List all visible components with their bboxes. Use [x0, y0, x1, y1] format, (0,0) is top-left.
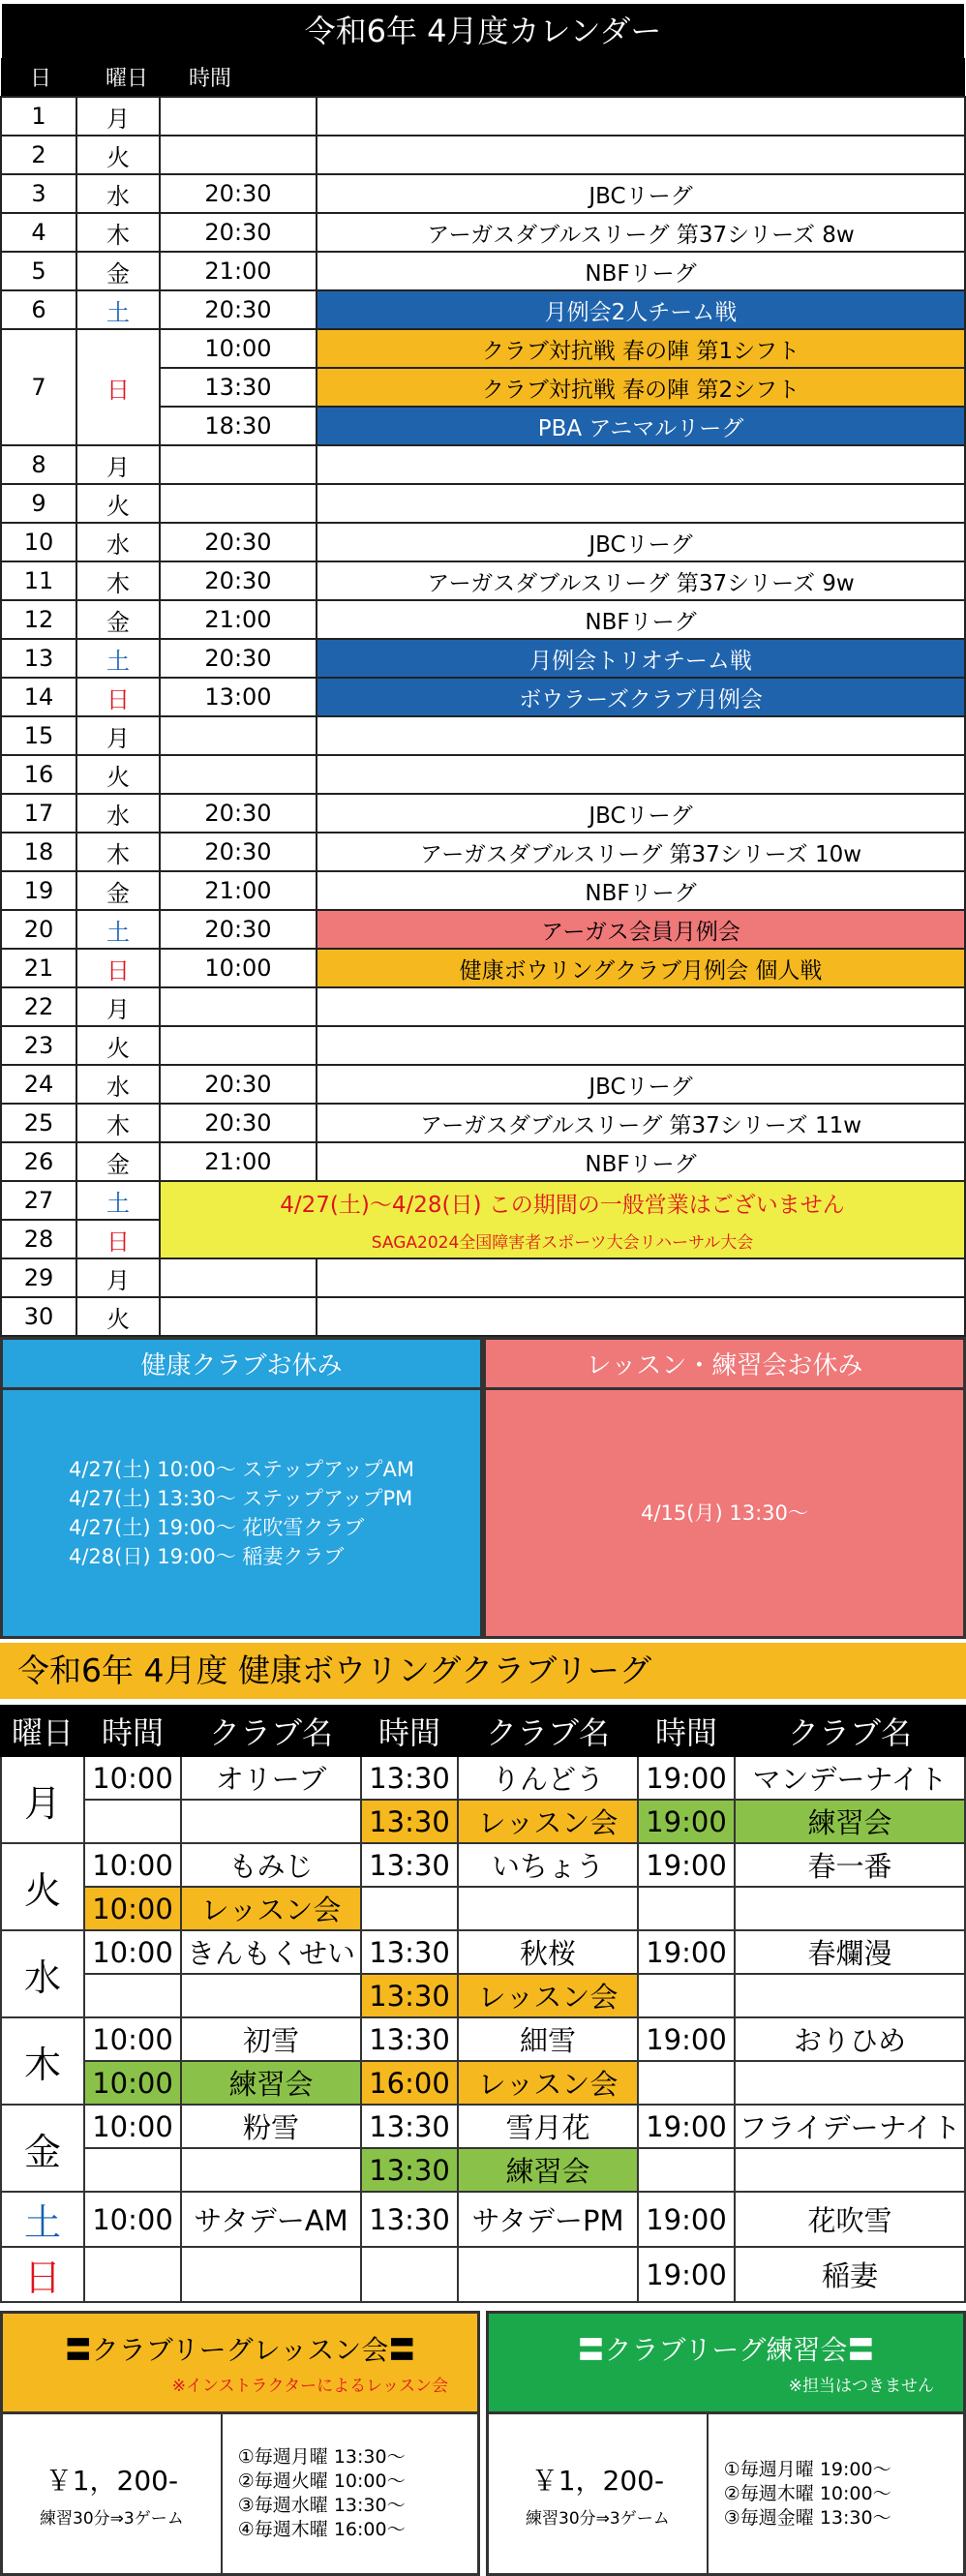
- club-name: [735, 1887, 965, 1930]
- event-name: クラブ対抗戦 春の陣 第1シフト: [317, 329, 965, 368]
- closure-line: 4/27(土)～4/28(日) この期間の一般営業はございません: [280, 1193, 845, 1218]
- club-name: [735, 2148, 965, 2192]
- club-name: [458, 1887, 638, 1930]
- weekday: 火: [76, 484, 160, 523]
- event-time: 21:00: [160, 871, 317, 910]
- event-time: 20:30: [160, 833, 317, 871]
- practice-price-title: 〓クラブリーグ練習会〓: [577, 2334, 875, 2366]
- event-name: アーガスダブルスリーグ 第37シリーズ 11w: [317, 1104, 965, 1142]
- calendar-row: [1, 213, 965, 252]
- weekday: 日: [76, 678, 160, 716]
- event-name: [317, 987, 965, 1026]
- event-time: [160, 445, 317, 484]
- event-name: NBFリーグ: [317, 871, 965, 910]
- weekday: 月: [76, 1258, 160, 1297]
- weekday: 土: [76, 639, 160, 678]
- league-header: クラブ名: [458, 1706, 638, 1756]
- club-name: レッスン会: [458, 1974, 638, 2017]
- calendar-row: [1, 484, 965, 523]
- club-name: レッスン会: [458, 1800, 638, 1843]
- calendar-row: [1, 329, 965, 368]
- weekday: 月: [76, 445, 160, 484]
- event-name: [317, 97, 965, 136]
- event-time: [160, 1258, 317, 1297]
- weekday: 木: [76, 561, 160, 600]
- league-header: 時間: [84, 1706, 181, 1756]
- calendar-row: [1, 949, 965, 987]
- practice-price-amount: ￥1，200-: [530, 2464, 665, 2497]
- event-name: 月例会トリオチーム戦: [317, 639, 965, 678]
- weekday: 水: [76, 1065, 160, 1104]
- day-number: 15: [1, 716, 76, 755]
- club-time: 19:00: [638, 1843, 735, 1887]
- league-row: [1, 2017, 965, 2061]
- club-name: 雪月花: [458, 2105, 638, 2148]
- event-time: [160, 755, 317, 794]
- event-name: PBA アニマルリーグ: [317, 407, 965, 445]
- club-name: いちょう: [458, 1843, 638, 1887]
- league-row: [1, 1843, 965, 1887]
- event-name: JBCリーグ: [317, 1065, 965, 1104]
- day-number: 12: [1, 600, 76, 639]
- event-name: NBFリーグ: [317, 252, 965, 290]
- price-section: [0, 2311, 966, 2576]
- event-time: [160, 1297, 317, 1336]
- weekday: 金: [76, 871, 160, 910]
- club-name: 初雪: [181, 2017, 361, 2061]
- event-time: [160, 136, 317, 174]
- club-time: [361, 2247, 458, 2302]
- practice-price-box: [486, 2311, 966, 2576]
- club-name: りんどう: [458, 1756, 638, 1800]
- calendar-row: [1, 136, 965, 174]
- league-row: [1, 2247, 965, 2302]
- club-time: [638, 1887, 735, 1930]
- league-header: クラブ名: [181, 1706, 361, 1756]
- calendar-row: [1, 910, 965, 949]
- lesson-rest-panel: [483, 1337, 966, 1639]
- league-day: 木: [1, 2017, 84, 2105]
- event-time: 20:30: [160, 1065, 317, 1104]
- day-number: 7: [1, 329, 76, 445]
- calendar-row: [1, 174, 965, 213]
- club-time: 10:00: [84, 1756, 181, 1800]
- event-name: [317, 484, 965, 523]
- event-name: [317, 755, 965, 794]
- calendar-row: [1, 1104, 965, 1142]
- calendar-row: [1, 523, 965, 561]
- day-number: 4: [1, 213, 76, 252]
- lesson-schedule-item: ②毎週火曜 10:00～: [237, 2470, 406, 2492]
- header-weekday: 曜日: [76, 58, 160, 97]
- club-name: サタデーPM: [458, 2192, 638, 2247]
- day-number: 21: [1, 949, 76, 987]
- event-name: ボウラーズクラブ月例会: [317, 678, 965, 716]
- league-row: [1, 1974, 965, 2017]
- event-name: NBFリーグ: [317, 600, 965, 639]
- calendar-row: [1, 755, 965, 794]
- club-time: 13:30: [361, 2105, 458, 2148]
- practice-price-note: ※担当はつきません: [788, 2377, 934, 2396]
- event-name: [317, 136, 965, 174]
- club-time: 13:30: [361, 1756, 458, 1800]
- event-name: 月例会2人チーム戦: [317, 290, 965, 329]
- event-time: 20:30: [160, 910, 317, 949]
- club-time: [638, 1974, 735, 2017]
- club-name: レッスン会: [458, 2061, 638, 2105]
- club-name: おりひめ: [735, 2017, 965, 2061]
- calendar-row: [1, 252, 965, 290]
- club-time: 19:00: [638, 2105, 735, 2148]
- league-title: 令和6年 4月度 健康ボウリングクラブリーグ: [0, 1643, 966, 1699]
- kenko-rest-panel: [0, 1337, 483, 1639]
- practice-schedule-item: ②毎週木曜 10:00～: [723, 2482, 891, 2504]
- holiday-notice: [0, 1337, 966, 1639]
- league-day: 月: [1, 1756, 84, 1843]
- day-number: 19: [1, 871, 76, 910]
- event-name: JBCリーグ: [317, 523, 965, 561]
- club-name: 細雪: [458, 2017, 638, 2061]
- weekday: 月: [76, 987, 160, 1026]
- event-name: アーガスダブルスリーグ 第37シリーズ 8w: [317, 213, 965, 252]
- weekday: 火: [76, 755, 160, 794]
- club-time: 10:00: [84, 2017, 181, 2061]
- kenko-rest-title: 健康クラブお休み: [3, 1340, 480, 1390]
- event-name: JBCリーグ: [317, 794, 965, 833]
- club-time: 10:00: [84, 2105, 181, 2148]
- club-name: 秋桜: [458, 1930, 638, 1974]
- club-name: レッスン会: [181, 1887, 361, 1930]
- event-name: クラブ対抗戦 春の陣 第2シフト: [317, 368, 965, 407]
- calendar-row: [1, 1026, 965, 1065]
- weekday: 土: [76, 1181, 160, 1220]
- event-time: 10:00: [160, 949, 317, 987]
- league-header: 時間: [638, 1706, 735, 1756]
- calendar-row: [1, 561, 965, 600]
- day-number: 17: [1, 794, 76, 833]
- lesson-rest-item: 4/15(月) 13:30～: [641, 1501, 808, 1525]
- club-time: [84, 1800, 181, 1843]
- club-name: 稲妻: [735, 2247, 965, 2302]
- calendar-row: [1, 639, 965, 678]
- event-name: アーガスダブルスリーグ 第37シリーズ 10w: [317, 833, 965, 871]
- league-day: 水: [1, 1930, 84, 2017]
- lesson-schedule-item: ④毎週木曜 16:00～: [237, 2519, 406, 2540]
- event-time: 20:30: [160, 290, 317, 329]
- club-name: [458, 2247, 638, 2302]
- event-time: 20:30: [160, 174, 317, 213]
- day-number: 24: [1, 1065, 76, 1104]
- weekday: 水: [76, 794, 160, 833]
- club-time: 10:00: [84, 1887, 181, 1930]
- event-name: アーガス会員月例会: [317, 910, 965, 949]
- day-number: 8: [1, 445, 76, 484]
- weekday: 木: [76, 833, 160, 871]
- club-name: [735, 2061, 965, 2105]
- weekday: 日: [76, 329, 160, 445]
- event-name: JBCリーグ: [317, 174, 965, 213]
- club-time: 13:30: [361, 1843, 458, 1887]
- club-name: フライデーナイト: [735, 2105, 965, 2148]
- day-number: 25: [1, 1104, 76, 1142]
- league-row: [1, 2105, 965, 2148]
- league-header: 時間: [361, 1706, 458, 1756]
- club-time: 10:00: [84, 2061, 181, 2105]
- calendar-row: [1, 1181, 965, 1220]
- lesson-price-sub: 練習30分⇒3ゲーム: [40, 2508, 184, 2529]
- club-name: マンデーナイト: [735, 1756, 965, 1800]
- event-time: [160, 1026, 317, 1065]
- club-time: 13:30: [361, 2017, 458, 2061]
- day-number: 1: [1, 97, 76, 136]
- club-name: オリーブ: [181, 1756, 361, 1800]
- day-number: 20: [1, 910, 76, 949]
- event-time: 13:00: [160, 678, 317, 716]
- calendar-row: [1, 794, 965, 833]
- weekday: 火: [76, 1026, 160, 1065]
- weekday: 金: [76, 252, 160, 290]
- lesson-rest-title: レッスン・練習会お休み: [486, 1340, 963, 1390]
- event-time: [160, 97, 317, 136]
- league-row: [1, 1756, 965, 1800]
- event-name: NBFリーグ: [317, 1142, 965, 1181]
- club-time: 19:00: [638, 2017, 735, 2061]
- league-table: [0, 1705, 966, 2303]
- closure-subline: SAGA2024全国障害者スポーツ大会リハーサル大会: [371, 1233, 754, 1253]
- club-time: [638, 2148, 735, 2192]
- weekday: 月: [76, 716, 160, 755]
- event-time: 20:30: [160, 794, 317, 833]
- league-row: [1, 2148, 965, 2192]
- calendar-row: [1, 987, 965, 1026]
- weekday: 金: [76, 600, 160, 639]
- day-number: 23: [1, 1026, 76, 1065]
- weekday: 日: [76, 949, 160, 987]
- calendar-title: 令和6年 4月度カレンダー: [2, 4, 964, 58]
- club-name: [181, 1974, 361, 2017]
- club-time: 13:30: [361, 1930, 458, 1974]
- calendar-table: [0, 58, 966, 1337]
- weekday: 水: [76, 174, 160, 213]
- weekday: 木: [76, 1104, 160, 1142]
- calendar-row: [1, 716, 965, 755]
- calendar-row: [1, 871, 965, 910]
- league-day: 金: [1, 2105, 84, 2192]
- event-time: 20:30: [160, 523, 317, 561]
- club-name: もみじ: [181, 1843, 361, 1887]
- event-time: 21:00: [160, 1142, 317, 1181]
- header-event: [317, 58, 965, 97]
- lesson-schedule-item: ③毎週水曜 13:30～: [237, 2495, 406, 2516]
- event-time: 18:30: [160, 407, 317, 445]
- event-name: [317, 716, 965, 755]
- league-day: 土: [1, 2192, 84, 2247]
- league-row: [1, 1887, 965, 1930]
- club-name: [181, 2247, 361, 2302]
- day-number: 6: [1, 290, 76, 329]
- event-name: 健康ボウリングクラブ月例会 個人戦: [317, 949, 965, 987]
- event-time: [160, 484, 317, 523]
- lesson-schedule-item: ①毎週月曜 13:30～: [237, 2446, 406, 2468]
- event-time: 20:30: [160, 213, 317, 252]
- event-time: 20:30: [160, 1104, 317, 1142]
- day-number: 5: [1, 252, 76, 290]
- club-time: 13:30: [361, 2148, 458, 2192]
- kenko-rest-item: 4/27(土) 13:30～ ステップアップPM: [68, 1487, 413, 1510]
- club-name: [181, 1800, 361, 1843]
- club-time: 16:00: [361, 2061, 458, 2105]
- weekday: 月: [76, 97, 160, 136]
- day-number: 13: [1, 639, 76, 678]
- header-time: 時間: [160, 58, 317, 97]
- club-time: 19:00: [638, 1756, 735, 1800]
- day-number: 14: [1, 678, 76, 716]
- day-number: 22: [1, 987, 76, 1026]
- weekday: 土: [76, 290, 160, 329]
- club-time: 10:00: [84, 2192, 181, 2247]
- club-time: [84, 2247, 181, 2302]
- calendar-row: [1, 1142, 965, 1181]
- league-row: [1, 2192, 965, 2247]
- event-time: 20:30: [160, 639, 317, 678]
- event-time: [160, 987, 317, 1026]
- calendar-row: [1, 1297, 965, 1336]
- event-time: 21:00: [160, 600, 317, 639]
- club-time: 19:00: [638, 2192, 735, 2247]
- lesson-price-note: ※インストラクターによるレッスン会: [171, 2377, 448, 2396]
- club-name: 春爛漫: [735, 1930, 965, 1974]
- practice-schedule-item: ③毎週金曜 13:30～: [723, 2506, 891, 2529]
- weekday: 水: [76, 523, 160, 561]
- club-name: きんもくせい: [181, 1930, 361, 1974]
- weekday: 金: [76, 1142, 160, 1181]
- calendar-row: [1, 833, 965, 871]
- day-number: 11: [1, 561, 76, 600]
- day-number: 3: [1, 174, 76, 213]
- club-time: 19:00: [638, 1800, 735, 1843]
- league-day: 火: [1, 1843, 84, 1930]
- club-time: 13:30: [361, 1974, 458, 2017]
- calendar-row: [1, 600, 965, 639]
- club-time: [638, 2061, 735, 2105]
- club-time: 13:30: [361, 2192, 458, 2247]
- league-header: 曜日: [1, 1706, 84, 1756]
- club-name: [181, 2148, 361, 2192]
- club-name: 練習会: [735, 1800, 965, 1843]
- club-time: 19:00: [638, 2247, 735, 2302]
- club-name: [735, 1974, 965, 2017]
- calendar-row: [1, 1258, 965, 1297]
- practice-price-sub: 練習30分⇒3ゲーム: [526, 2508, 670, 2529]
- weekday: 日: [76, 1220, 160, 1258]
- day-number: 29: [1, 1258, 76, 1297]
- club-time: [84, 2148, 181, 2192]
- header-day: 日: [1, 58, 76, 97]
- event-name: [317, 445, 965, 484]
- club-name: 花吹雪: [735, 2192, 965, 2247]
- calendar-row: [1, 445, 965, 484]
- event-time: 20:30: [160, 561, 317, 600]
- weekday: 火: [76, 1297, 160, 1336]
- closure-notice: [160, 1181, 965, 1258]
- kenko-rest-item: 4/27(土) 19:00～ 花吹雪クラブ: [68, 1516, 365, 1539]
- day-number: 26: [1, 1142, 76, 1181]
- calendar-row: [1, 1065, 965, 1104]
- event-name: アーガスダブルスリーグ 第37シリーズ 9w: [317, 561, 965, 600]
- league-header: クラブ名: [735, 1706, 965, 1756]
- event-time: 10:00: [160, 329, 317, 368]
- day-number: 16: [1, 755, 76, 794]
- club-name: 春一番: [735, 1843, 965, 1887]
- day-number: 18: [1, 833, 76, 871]
- event-time: 13:30: [160, 368, 317, 407]
- event-time: [160, 716, 317, 755]
- weekday: 木: [76, 213, 160, 252]
- lesson-price-title: 〓クラブリーグレッスン会〓: [64, 2334, 416, 2366]
- calendar-row: [1, 97, 965, 136]
- calendar-row: [1, 678, 965, 716]
- day-number: 10: [1, 523, 76, 561]
- league-row: [1, 1800, 965, 1843]
- day-number: 2: [1, 136, 76, 174]
- weekday: 火: [76, 136, 160, 174]
- club-name: 粉雪: [181, 2105, 361, 2148]
- practice-schedule-item: ①毎週月曜 19:00～: [723, 2458, 891, 2480]
- weekday: 土: [76, 910, 160, 949]
- club-time: 10:00: [84, 1843, 181, 1887]
- club-time: 13:30: [361, 1800, 458, 1843]
- calendar-row: [1, 290, 965, 329]
- club-time: 10:00: [84, 1930, 181, 1974]
- day-number: 28: [1, 1220, 76, 1258]
- club-name: 練習会: [458, 2148, 638, 2192]
- event-name: [317, 1297, 965, 1336]
- lesson-price-amount: ￥1，200-: [45, 2464, 179, 2497]
- kenko-rest-item: 4/27(土) 10:00～ ステップアップAM: [68, 1458, 414, 1481]
- club-name: 練習会: [181, 2061, 361, 2105]
- day-number: 27: [1, 1181, 76, 1220]
- club-time: [84, 1974, 181, 2017]
- day-number: 9: [1, 484, 76, 523]
- league-day: 日: [1, 2247, 84, 2302]
- day-number: 30: [1, 1297, 76, 1336]
- event-name: [317, 1026, 965, 1065]
- lesson-price-box: [0, 2311, 480, 2576]
- league-row: [1, 1930, 965, 1974]
- league-row: [1, 2061, 965, 2105]
- club-name: サタデーAM: [181, 2192, 361, 2247]
- kenko-rest-item: 4/28(日) 19:00～ 稲妻クラブ: [68, 1545, 345, 1568]
- event-time: 21:00: [160, 252, 317, 290]
- club-time: 19:00: [638, 1930, 735, 1974]
- club-time: [361, 1887, 458, 1930]
- event-name: [317, 1258, 965, 1297]
